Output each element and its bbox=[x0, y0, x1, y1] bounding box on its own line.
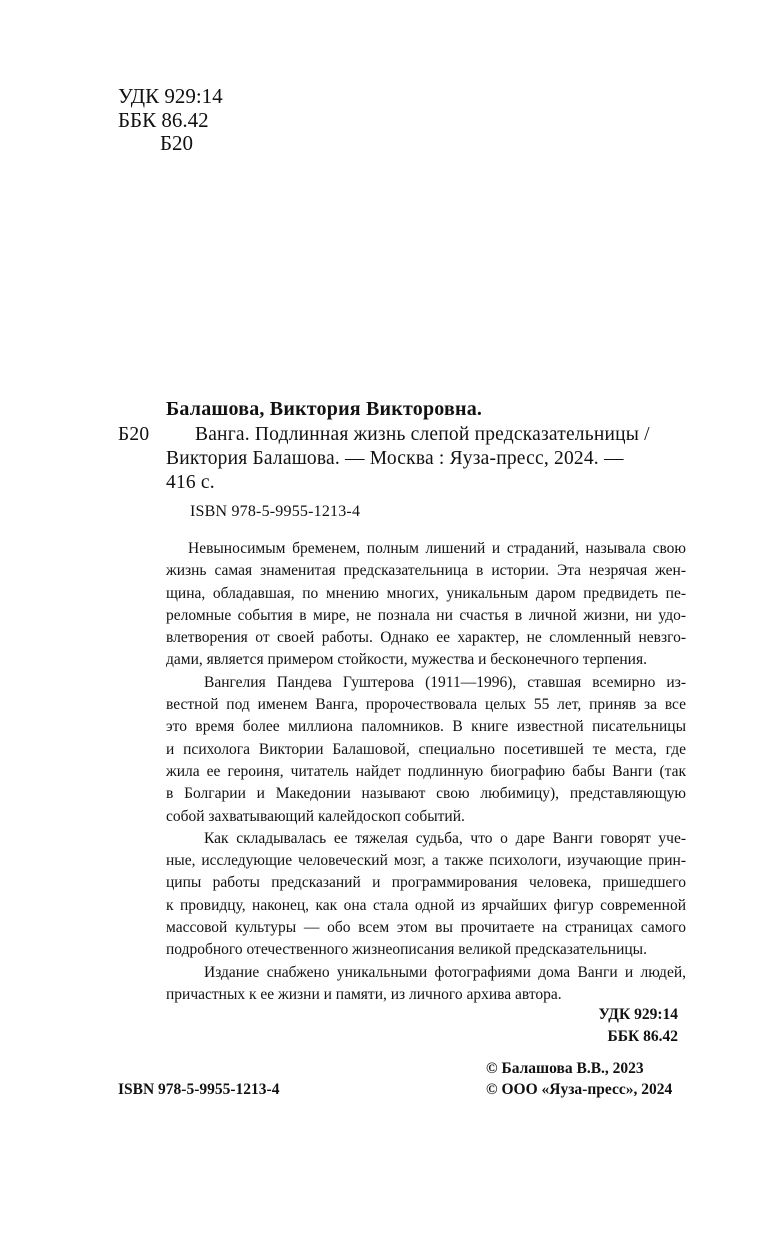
author-mark: Б20 bbox=[118, 424, 150, 445]
author-heading: Балашова, Виктория Викторовна. bbox=[166, 398, 483, 420]
abstract-line: к провидцу, наконец, как она стала одной из ярчайших фигур современной bbox=[166, 896, 686, 914]
abstract-line: в Болгарии и Македонии называют свою любимицу), представляющую bbox=[166, 785, 686, 803]
isbn-line: ISBN 978-5-9955-1213-4 bbox=[190, 503, 361, 520]
copyright-publisher: © ООО «Яуза-пресс», 2024 bbox=[486, 1081, 673, 1098]
author-code-top: Б20 bbox=[160, 131, 194, 155]
abstract-line: ципы работы предсказаний и программирования человека, пришедшего bbox=[166, 874, 686, 892]
abstract-line: жила ее героиня, читатель найдет подлинную биографию бабы Ванги (так bbox=[166, 762, 686, 780]
abstract-line: и психолога Виктории Балашовой, специально посетившей те места, где bbox=[166, 740, 686, 758]
abstract-line: Вангелия Пандева Гуштерова (1911—1996), ставшая всемирно из- bbox=[204, 673, 686, 691]
abstract-line: Как складывалась ее тяжелая судьба, что о даре Ванги говорят уче- bbox=[204, 829, 686, 847]
udk-code-bottom: УДК 929:14 bbox=[598, 1006, 678, 1023]
abstract-line: влетворения от своей работы. Однако ее характер, не сломленный невзго- bbox=[166, 629, 686, 647]
abstract-line: жизнь самая знаменитая предсказательница в истории. Эта незрячая жен- bbox=[166, 562, 686, 580]
bbk-code-bottom: ББК 86.42 bbox=[607, 1028, 678, 1045]
isbn-footer: ISBN 978-5-9955-1213-4 bbox=[118, 1081, 280, 1098]
abstract-line: щина, обладавшая, по мнению многих, уникальным даром предвидеть пе- bbox=[166, 584, 686, 602]
bbk-code-top: ББК 86.42 bbox=[118, 108, 209, 132]
abstract bbox=[166, 538, 686, 1006]
abstract-line: массовой культуры — обо всем этом вы прочитаете на страницах самого bbox=[166, 919, 686, 937]
abstract-line: вестной под именем Ванга, пророчествовала целых 55 лет, приняв за все bbox=[166, 696, 686, 714]
abstract-line: Издание снабжено уникальными фотографиями дома Ванги и людей, bbox=[204, 963, 686, 981]
abstract-line: ные, исследующие человеческий мозг, а также психологи, изучающие прин- bbox=[166, 852, 686, 870]
abstract-line: собой захватывающий калейдоскоп событий. bbox=[166, 807, 465, 825]
bibliographic-line: Ванга. Подлинная жизнь слепой предсказательницы / bbox=[195, 424, 650, 445]
abstract-line: Невыносимым бременем, полным лишений и страданий, называла свою bbox=[188, 540, 686, 557]
abstract-line: реломные события в мире, не познала ни счастья в личной жизни, ни удо- bbox=[166, 606, 686, 624]
abstract-line: это время более миллиона паломников. В книге известной писательницы bbox=[166, 718, 686, 736]
copyright-author: © Балашова В.В., 2023 bbox=[486, 1060, 644, 1077]
udk-code-top: УДК 929:14 bbox=[118, 84, 223, 108]
abstract-line: подробного отечественного жизнеописания великой предсказательницы. bbox=[166, 941, 647, 959]
abstract-line: дами, является примером стойкости, мужества и бесконечного терпения. bbox=[166, 651, 647, 669]
abstract-line: причастных к ее жизни и памяти, из личного архива автора. bbox=[166, 985, 562, 1003]
bibliographic-line: Виктория Балашова. — Москва : Яуза-пресс, 2024. — bbox=[166, 448, 624, 469]
bibliographic-line: 416 с. bbox=[166, 472, 215, 493]
